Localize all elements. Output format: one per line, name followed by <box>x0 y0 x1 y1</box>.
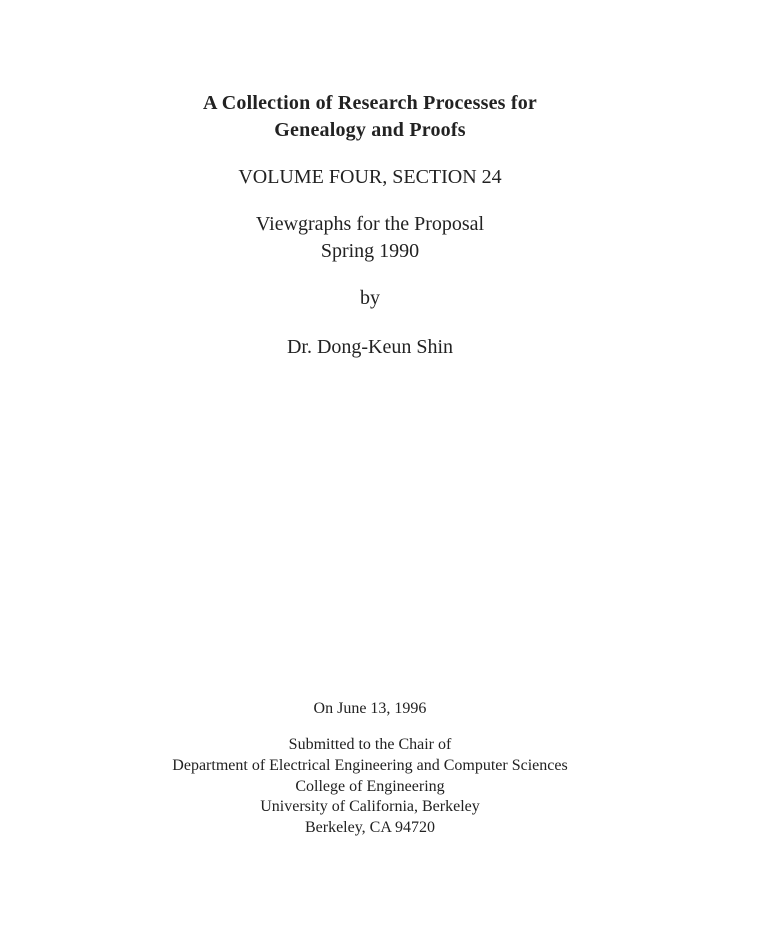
subtitle-line-2: Spring 1990 <box>320 240 420 262</box>
title-line-2: Genealogy and Proofs <box>274 119 466 141</box>
submission-line-5: Berkeley, CA 94720 <box>304 819 436 836</box>
subtitle-line-1: Viewgraphs for the Proposal <box>255 213 485 235</box>
author-name: Dr. Dong-Keun Shin <box>286 336 454 358</box>
volume-section: VOLUME FOUR, SECTION 24 <box>238 166 502 188</box>
title-line-1: A Collection of Research Processes for <box>203 92 537 114</box>
date-line: On June 13, 1996 <box>313 700 427 717</box>
submission-line-4: University of California, Berkeley <box>260 798 480 815</box>
submission-line-2: Department of Electrical Engineering and Computer Sciences <box>172 757 568 774</box>
submission-line-3: College of Engineering <box>295 778 445 795</box>
byline: by <box>360 287 380 309</box>
submission-line-1: Submitted to the Chair of <box>288 736 452 753</box>
